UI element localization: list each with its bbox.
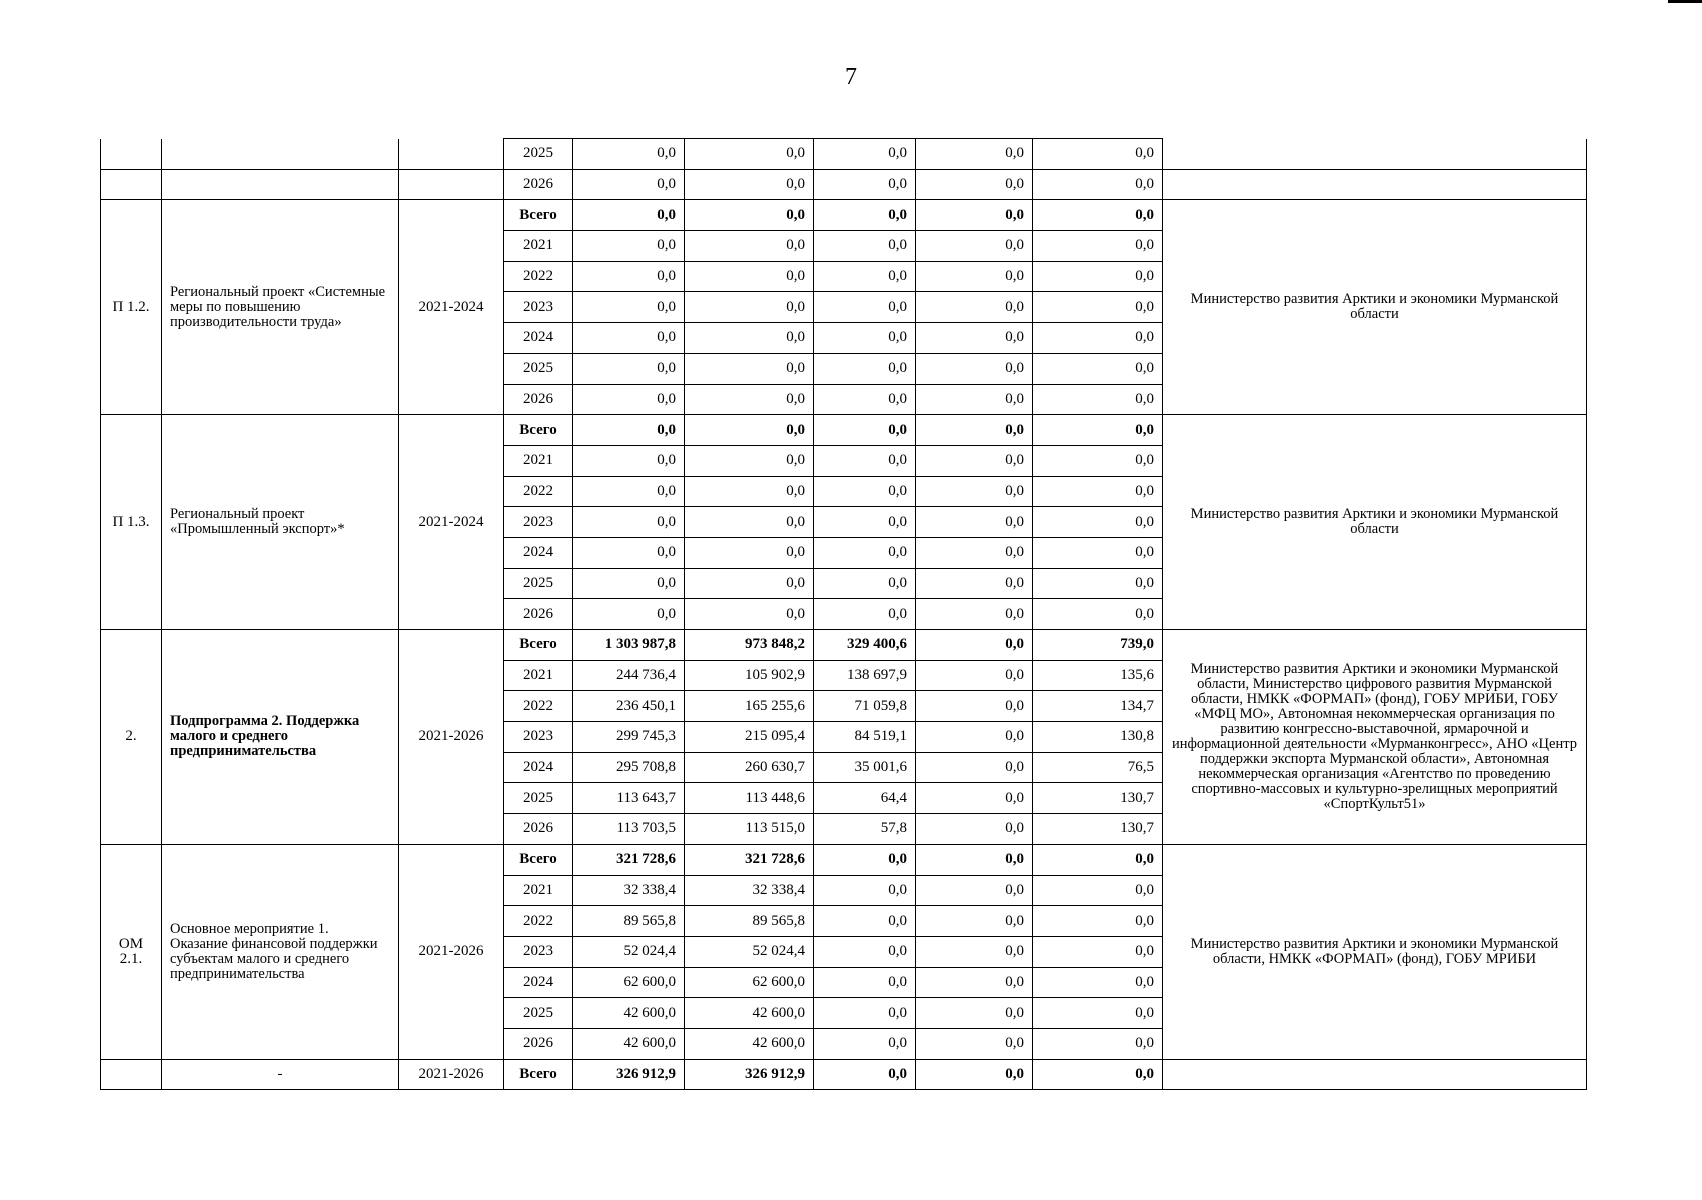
item-name-cell: Подпрограмма 2. Поддержка малого и среднего предпринимательства: [162, 630, 399, 845]
amount-cell: 0,0: [916, 323, 1033, 354]
amount-cell: 0,0: [916, 875, 1033, 906]
year-cell: Всего: [504, 415, 573, 446]
amount-cell: 0,0: [814, 261, 916, 292]
amount-cell: 0,0: [916, 1059, 1033, 1090]
amount-cell: 0,0: [685, 323, 814, 354]
item-name-cell: Региональный проект «Системные меры по повышению производительности труда»: [162, 200, 399, 415]
period-cell: 2021-2026: [399, 1059, 504, 1090]
amount-cell: 0,0: [573, 476, 685, 507]
amount-cell: 130,7: [1033, 783, 1163, 814]
amount-cell: 0,0: [573, 445, 685, 476]
year-cell: 2023: [504, 292, 573, 323]
year-cell: 2024: [504, 752, 573, 783]
amount-cell: 42 600,0: [573, 1028, 685, 1059]
budget-table: [100, 138, 1587, 1090]
amount-cell: 0,0: [814, 169, 916, 200]
year-cell: 2025: [504, 783, 573, 814]
amount-cell: 0,0: [685, 568, 814, 599]
amount-cell: 244 736,4: [573, 660, 685, 691]
amount-cell: 0,0: [814, 476, 916, 507]
amount-cell: 0,0: [814, 599, 916, 630]
amount-cell: 0,0: [685, 169, 814, 200]
year-cell: 2025: [504, 139, 573, 170]
amount-cell: 113 448,6: [685, 783, 814, 814]
scan-corner-mark: [1668, 0, 1702, 3]
amount-cell: 32 338,4: [573, 875, 685, 906]
amount-cell: 0,0: [916, 814, 1033, 845]
amount-cell: 0,0: [1033, 507, 1163, 538]
year-cell: 2022: [504, 906, 573, 937]
amount-cell: 113 515,0: [685, 814, 814, 845]
amount-cell: 0,0: [814, 906, 916, 937]
amount-cell: 973 848,2: [685, 630, 814, 661]
amount-cell: 0,0: [916, 599, 1033, 630]
executor-cell: Министерство развития Арктики и экономики Мурманской области, Министерство цифрового развития Мурманской области, НМКК «ФОРМАП» (фонд), ГОБУ МРИБИ, ГОБУ «МФЦ МО», Автономная некоммерческая организация по развитию конгрессно-выставочной, ярмарочной и информационной деятельности «Мурманконгресс», АНО «Центр поддержки экспорта Мурманской области», Автономная некоммерческая организация «Агентство по проведению спортивно-массовых и культурно-зрелищных мероприятий «СпортКульт51»: [1163, 630, 1587, 845]
amount-cell: 0,0: [814, 568, 916, 599]
amount-cell: 0,0: [916, 231, 1033, 262]
amount-cell: 0,0: [916, 384, 1033, 415]
amount-cell: 0,0: [814, 1028, 916, 1059]
year-cell: 2022: [504, 691, 573, 722]
amount-cell: 0,0: [814, 537, 916, 568]
year-cell: Всего: [504, 630, 573, 661]
amount-cell: 0,0: [685, 445, 814, 476]
year-cell: 2023: [504, 936, 573, 967]
amount-cell: 134,7: [1033, 691, 1163, 722]
amount-cell: 62 600,0: [573, 967, 685, 998]
amount-cell: 0,0: [814, 231, 916, 262]
amount-cell: 295 708,8: [573, 752, 685, 783]
amount-cell: 0,0: [916, 415, 1033, 446]
executor-cell: [1163, 1059, 1587, 1090]
amount-cell: 0,0: [573, 139, 685, 170]
item-code-cell: П 1.2.: [101, 200, 162, 415]
year-cell: 2022: [504, 476, 573, 507]
empty-cell: [399, 169, 504, 200]
amount-cell: 0,0: [573, 200, 685, 231]
year-cell: Всего: [504, 1059, 573, 1090]
amount-cell: 0,0: [916, 568, 1033, 599]
period-cell: 2021-2024: [399, 415, 504, 630]
year-cell: 2021: [504, 231, 573, 262]
year-cell: 2024: [504, 537, 573, 568]
amount-cell: 105 902,9: [685, 660, 814, 691]
empty-cell: [1163, 139, 1587, 170]
amount-cell: 0,0: [916, 169, 1033, 200]
amount-cell: 0,0: [1033, 384, 1163, 415]
amount-cell: 0,0: [573, 599, 685, 630]
amount-cell: 64,4: [814, 783, 916, 814]
amount-cell: 113 643,7: [573, 783, 685, 814]
amount-cell: 0,0: [814, 139, 916, 170]
amount-cell: 0,0: [685, 200, 814, 231]
amount-cell: 0,0: [916, 691, 1033, 722]
year-cell: 2025: [504, 568, 573, 599]
amount-cell: 130,7: [1033, 814, 1163, 845]
amount-cell: 0,0: [685, 292, 814, 323]
amount-cell: 299 745,3: [573, 722, 685, 753]
amount-cell: 0,0: [916, 476, 1033, 507]
year-cell: 2026: [504, 384, 573, 415]
amount-cell: 0,0: [573, 323, 685, 354]
year-cell: 2026: [504, 1028, 573, 1059]
amount-cell: 0,0: [916, 507, 1033, 538]
year-cell: 2024: [504, 967, 573, 998]
amount-cell: 89 565,8: [685, 906, 814, 937]
item-code-cell: П 1.3.: [101, 415, 162, 630]
amount-cell: 89 565,8: [573, 906, 685, 937]
amount-cell: 0,0: [916, 936, 1033, 967]
amount-cell: 52 024,4: [685, 936, 814, 967]
year-cell: 2026: [504, 814, 573, 845]
amount-cell: 0,0: [814, 353, 916, 384]
amount-cell: 113 703,5: [573, 814, 685, 845]
amount-cell: 260 630,7: [685, 752, 814, 783]
amount-cell: 0,0: [1033, 169, 1163, 200]
amount-cell: 1 303 987,8: [573, 630, 685, 661]
empty-cell: [101, 139, 162, 170]
amount-cell: 0,0: [814, 1059, 916, 1090]
amount-cell: 0,0: [1033, 844, 1163, 875]
amount-cell: 0,0: [1033, 1059, 1163, 1090]
amount-cell: 0,0: [1033, 231, 1163, 262]
amount-cell: 0,0: [814, 200, 916, 231]
amount-cell: 0,0: [814, 875, 916, 906]
amount-cell: 0,0: [814, 844, 916, 875]
amount-cell: 0,0: [685, 415, 814, 446]
amount-cell: 0,0: [1033, 476, 1163, 507]
amount-cell: 0,0: [685, 507, 814, 538]
amount-cell: 0,0: [814, 998, 916, 1029]
amount-cell: 0,0: [916, 1028, 1033, 1059]
amount-cell: 130,8: [1033, 722, 1163, 753]
amount-cell: 0,0: [573, 353, 685, 384]
amount-cell: 0,0: [916, 967, 1033, 998]
amount-cell: 42 600,0: [685, 1028, 814, 1059]
empty-cell: [399, 139, 504, 170]
table-row: [101, 415, 1587, 446]
empty-cell: [162, 169, 399, 200]
period-cell: 2021-2026: [399, 844, 504, 1059]
amount-cell: 0,0: [1033, 292, 1163, 323]
amount-cell: 52 024,4: [573, 936, 685, 967]
amount-cell: 135,6: [1033, 660, 1163, 691]
amount-cell: 0,0: [1033, 599, 1163, 630]
amount-cell: 0,0: [916, 722, 1033, 753]
item-name-cell: -: [162, 1059, 399, 1090]
amount-cell: 0,0: [814, 415, 916, 446]
empty-cell: [101, 169, 162, 200]
amount-cell: 321 728,6: [573, 844, 685, 875]
year-cell: 2021: [504, 445, 573, 476]
amount-cell: 0,0: [685, 537, 814, 568]
amount-cell: 0,0: [573, 568, 685, 599]
item-code-cell: [101, 1059, 162, 1090]
amount-cell: 32 338,4: [685, 875, 814, 906]
amount-cell: 0,0: [814, 445, 916, 476]
period-cell: 2021-2024: [399, 200, 504, 415]
amount-cell: 165 255,6: [685, 691, 814, 722]
amount-cell: 0,0: [1033, 200, 1163, 231]
amount-cell: 0,0: [573, 169, 685, 200]
amount-cell: 0,0: [685, 384, 814, 415]
item-code-cell: ОМ 2.1.: [101, 844, 162, 1059]
amount-cell: 0,0: [1033, 1028, 1163, 1059]
amount-cell: 84 519,1: [814, 722, 916, 753]
amount-cell: 0,0: [916, 906, 1033, 937]
amount-cell: 0,0: [814, 507, 916, 538]
amount-cell: 0,0: [916, 844, 1033, 875]
amount-cell: 326 912,9: [573, 1059, 685, 1090]
year-cell: 2026: [504, 599, 573, 630]
amount-cell: 0,0: [916, 537, 1033, 568]
amount-cell: 0,0: [916, 353, 1033, 384]
amount-cell: 0,0: [814, 292, 916, 323]
executor-cell: Министерство развития Арктики и экономики Мурманской области, НМКК «ФОРМАП» (фонд), ГОБУ МРИБИ: [1163, 844, 1587, 1059]
empty-cell: [1163, 169, 1587, 200]
amount-cell: 0,0: [1033, 139, 1163, 170]
year-cell: 2021: [504, 875, 573, 906]
amount-cell: 0,0: [916, 200, 1033, 231]
amount-cell: 739,0: [1033, 630, 1163, 661]
amount-cell: 0,0: [814, 967, 916, 998]
amount-cell: 0,0: [1033, 261, 1163, 292]
amount-cell: 0,0: [916, 139, 1033, 170]
amount-cell: 57,8: [814, 814, 916, 845]
amount-cell: 0,0: [814, 936, 916, 967]
executor-cell: Министерство развития Арктики и экономики Мурманской области: [1163, 200, 1587, 415]
amount-cell: 42 600,0: [685, 998, 814, 1029]
amount-cell: 326 912,9: [685, 1059, 814, 1090]
year-cell: 2021: [504, 660, 573, 691]
amount-cell: 0,0: [814, 323, 916, 354]
executor-cell: Министерство развития Арктики и экономики Мурманской области: [1163, 415, 1587, 630]
amount-cell: 0,0: [1033, 568, 1163, 599]
amount-cell: 0,0: [573, 415, 685, 446]
year-cell: Всего: [504, 200, 573, 231]
amount-cell: 0,0: [916, 445, 1033, 476]
year-cell: 2022: [504, 261, 573, 292]
amount-cell: 0,0: [685, 476, 814, 507]
table-row: [101, 630, 1587, 661]
amount-cell: 0,0: [685, 231, 814, 262]
year-cell: 2023: [504, 722, 573, 753]
amount-cell: 0,0: [916, 660, 1033, 691]
year-cell: 2025: [504, 353, 573, 384]
amount-cell: 35 001,6: [814, 752, 916, 783]
period-cell: 2021-2026: [399, 630, 504, 845]
amount-cell: 0,0: [573, 261, 685, 292]
year-cell: Всего: [504, 844, 573, 875]
amount-cell: 0,0: [573, 231, 685, 262]
amount-cell: 0,0: [685, 353, 814, 384]
amount-cell: 0,0: [685, 261, 814, 292]
amount-cell: 71 059,8: [814, 691, 916, 722]
table-row: [101, 169, 1587, 200]
amount-cell: 0,0: [916, 630, 1033, 661]
amount-cell: 0,0: [573, 537, 685, 568]
amount-cell: 0,0: [916, 752, 1033, 783]
amount-cell: 0,0: [685, 599, 814, 630]
table-row: [101, 139, 1587, 170]
amount-cell: 0,0: [1033, 906, 1163, 937]
amount-cell: 236 450,1: [573, 691, 685, 722]
amount-cell: 215 095,4: [685, 722, 814, 753]
amount-cell: 0,0: [685, 139, 814, 170]
amount-cell: 0,0: [1033, 415, 1163, 446]
amount-cell: 0,0: [916, 783, 1033, 814]
amount-cell: 76,5: [1033, 752, 1163, 783]
amount-cell: 0,0: [1033, 445, 1163, 476]
amount-cell: 0,0: [1033, 323, 1163, 354]
amount-cell: 0,0: [573, 507, 685, 538]
amount-cell: 0,0: [573, 292, 685, 323]
amount-cell: 321 728,6: [685, 844, 814, 875]
year-cell: 2023: [504, 507, 573, 538]
table-row: [101, 1059, 1587, 1090]
amount-cell: 0,0: [1033, 537, 1163, 568]
empty-cell: [162, 139, 399, 170]
amount-cell: 0,0: [916, 292, 1033, 323]
amount-cell: 0,0: [1033, 967, 1163, 998]
amount-cell: 0,0: [814, 384, 916, 415]
amount-cell: 0,0: [1033, 998, 1163, 1029]
amount-cell: 0,0: [916, 261, 1033, 292]
item-name-cell: Региональный проект «Промышленный экспорт»*: [162, 415, 399, 630]
amount-cell: 62 600,0: [685, 967, 814, 998]
item-code-cell: 2.: [101, 630, 162, 845]
amount-cell: 42 600,0: [573, 998, 685, 1029]
amount-cell: 0,0: [1033, 353, 1163, 384]
year-cell: 2024: [504, 323, 573, 354]
table-row: [101, 844, 1587, 875]
year-cell: 2026: [504, 169, 573, 200]
item-name-cell: Основное мероприятие 1. Оказание финансовой поддержки субъектам малого и среднего предпринимательства: [162, 844, 399, 1059]
table-row: [101, 200, 1587, 231]
amount-cell: 329 400,6: [814, 630, 916, 661]
year-cell: 2025: [504, 998, 573, 1029]
amount-cell: 0,0: [1033, 875, 1163, 906]
amount-cell: 0,0: [916, 998, 1033, 1029]
page-number: 7: [845, 64, 857, 90]
amount-cell: 0,0: [573, 384, 685, 415]
amount-cell: 0,0: [1033, 936, 1163, 967]
amount-cell: 138 697,9: [814, 660, 916, 691]
